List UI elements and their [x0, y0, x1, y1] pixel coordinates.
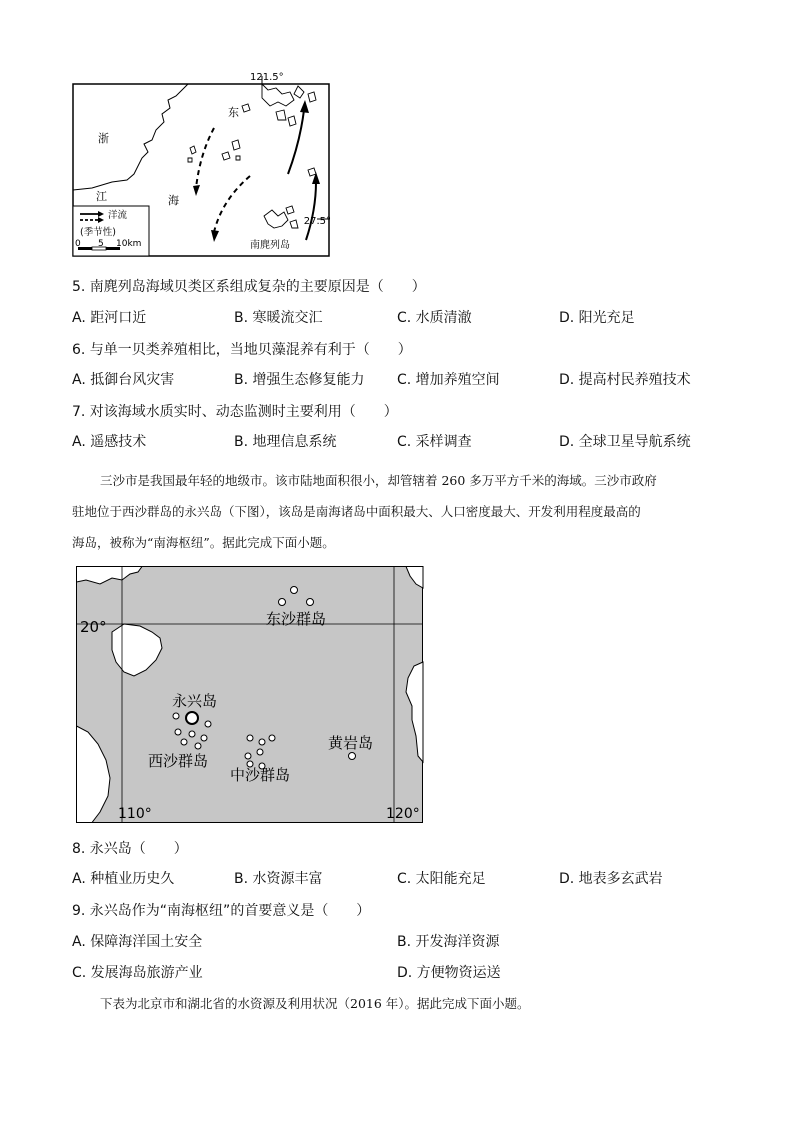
label-jiang: 江	[96, 190, 107, 203]
legend-season: (季节性)	[80, 227, 116, 238]
q6-option-c[interactable]: C. 增加养殖空间	[397, 372, 500, 388]
passage-line-1: 三沙市是我国最年轻的地级市。该市陆地面积很小，却管辖着 260 多万平方千米的海域。三沙市政府	[100, 473, 657, 488]
q5-option-b[interactable]: B. 寒暖流交汇	[234, 310, 323, 326]
q9-option-c[interactable]: C. 发展海岛旅游产业	[72, 965, 203, 981]
lat-20-label: 20°	[80, 618, 107, 636]
q8-option-c[interactable]: C. 太阳能充足	[397, 871, 486, 887]
scale-10: 10km	[116, 239, 142, 249]
south-china-sea-map	[76, 566, 424, 824]
lon-label: 121.5°	[250, 72, 284, 83]
q8-option-a[interactable]: A. 种植业历史久	[72, 871, 175, 887]
scale-0: 0	[75, 239, 81, 249]
scale-5: 5	[98, 239, 104, 249]
q6-option-b[interactable]: B. 增强生态修复能力	[234, 372, 365, 388]
question-5: 5. 南麂列岛海域贝类区系组成复杂的主要原因是（ ）	[72, 279, 426, 295]
label-dong: 东	[228, 106, 239, 119]
passage-line-3: 海岛，被称为“南海枢纽”。据此完成下面小题。	[72, 535, 335, 550]
q9-option-b[interactable]: B. 开发海洋资源	[397, 934, 500, 950]
q9-option-a[interactable]: A. 保障海洋国土安全	[72, 934, 203, 950]
label-huangyan: 黄岩岛	[328, 734, 374, 752]
question-8: 8. 永兴岛（ ）	[72, 841, 188, 857]
q5-option-a[interactable]: A. 距河口近	[72, 310, 147, 326]
q7-option-b[interactable]: B. 地理信息系统	[234, 434, 337, 450]
label-xisha: 西沙群岛	[148, 752, 209, 770]
passage-line-2: 驻地位于西沙群岛的永兴岛（下图），该岛是南海诸岛中面积最大、人口密度最大、开发利用程度最高的	[72, 504, 641, 519]
label-zhongsha: 中沙群岛	[230, 766, 291, 784]
nanji-islands-map	[72, 70, 334, 260]
label-hai: 海	[168, 194, 179, 207]
q7-option-d[interactable]: D. 全球卫星导航系统	[559, 434, 691, 450]
q7-option-a[interactable]: A. 遥感技术	[72, 434, 147, 450]
q6-option-a[interactable]: A. 抵御台风灾害	[72, 372, 175, 388]
q7-option-c[interactable]: C. 采样调查	[397, 434, 472, 450]
passage-water-table	[72, 988, 722, 1019]
label-yongxing: 永兴岛	[172, 692, 218, 710]
lon-110-label: 110°	[118, 806, 152, 822]
q5-option-d[interactable]: D. 阳光充足	[559, 310, 635, 326]
q5-option-c[interactable]: C. 水质清澈	[397, 310, 472, 326]
q8-option-b[interactable]: B. 水资源丰富	[234, 871, 323, 887]
lat-label: 27.5°	[303, 216, 331, 227]
legend-current: 洋流	[108, 210, 128, 221]
passage-sansha	[72, 465, 722, 558]
passage2-text: 下表为北京市和湖北省的水资源及利用状况（2016 年）。据此完成下面小题。	[100, 996, 530, 1011]
label-dongsha: 东沙群岛	[266, 610, 327, 628]
label-zhe: 浙	[98, 132, 109, 145]
question-9: 9. 永兴岛作为“南海枢纽”的首要意义是（ ）	[72, 903, 371, 919]
lon-120-label: 120°	[386, 806, 420, 822]
q8-option-d[interactable]: D. 地表多玄武岩	[559, 871, 663, 887]
question-7: 7. 对该海域水质实时、动态监测时主要利用（ ）	[72, 404, 398, 420]
question-6: 6. 与单一贝类养殖相比，当地贝藻混养有利于（ ）	[72, 342, 412, 358]
q6-option-d[interactable]: D. 提高村民养殖技术	[559, 372, 691, 388]
label-island: 南麂列岛	[250, 240, 290, 251]
q9-option-d[interactable]: D. 方便物资运送	[397, 965, 501, 981]
